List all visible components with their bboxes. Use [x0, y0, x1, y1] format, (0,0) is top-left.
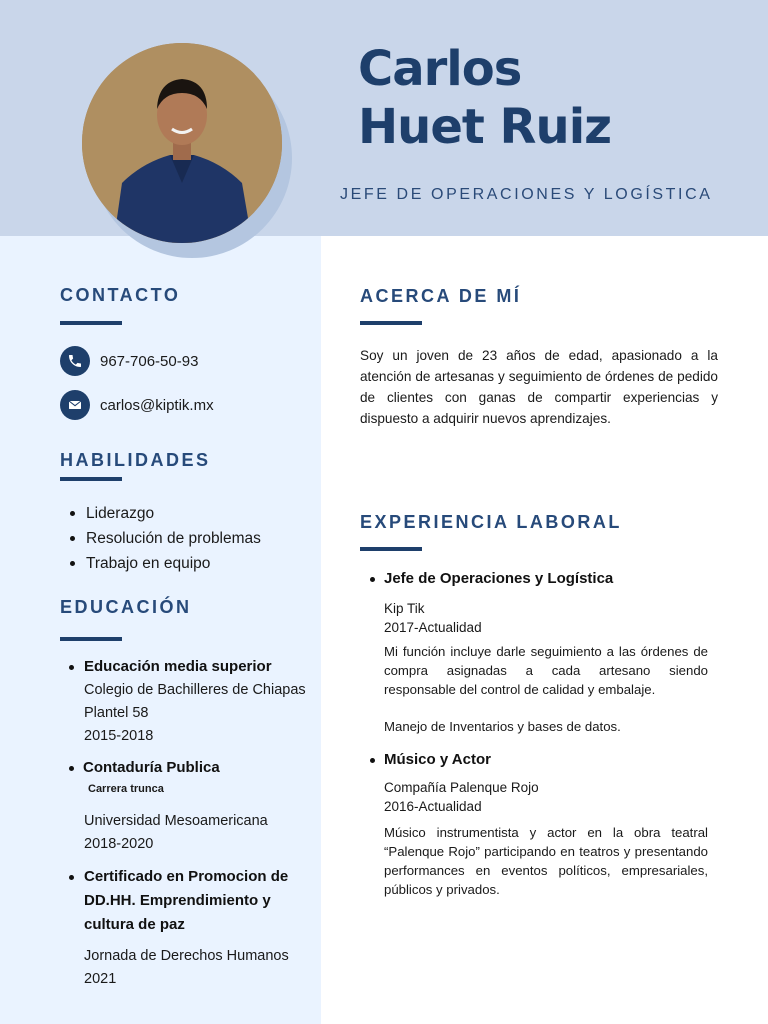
about-title-rule: [360, 321, 422, 325]
about-section-title: ACERCA DE MÍ: [360, 286, 522, 306]
experience-section-title: EXPERIENCIA LABORAL: [360, 512, 622, 532]
experience-description: Músico instrumentista y actor en la obra teatral “Palenque Rojo” participando en teatros y presentando performances en eventos políticos, empresariales, públicos y privados.: [384, 825, 708, 897]
experience-position: Músico y Actor: [360, 751, 708, 768]
candidate-name: [358, 40, 611, 156]
education-line: 2018-2020: [84, 836, 154, 852]
experience-item: [360, 751, 708, 899]
skills-title-rule: [60, 477, 122, 481]
education-line: Universidad Mesoamericana: [84, 813, 268, 829]
contact-phone: [60, 346, 198, 376]
education-line: 2015-2018: [84, 728, 154, 744]
list-item: Resolución de problemas: [60, 526, 261, 551]
profile-photo: [82, 43, 282, 243]
job-title: JEFE DE OPERACIONES Y LOGÍSTICA: [340, 186, 713, 203]
education-title-rule: [60, 637, 122, 641]
education-degree: Contaduría Publica: [60, 756, 310, 780]
education-degree: Certificado en Promocion de DD.HH. Emprendimiento y cultura de paz: [60, 865, 310, 937]
email-address: carlos@kiptik.mx: [100, 396, 214, 414]
last-name: Huet Ruiz: [358, 99, 612, 155]
mail-icon: [60, 390, 90, 420]
list-item: Trabajo en equipo: [60, 551, 261, 576]
contact-section-title: CONTACTO: [60, 285, 181, 305]
education-degree: Educación media superior: [60, 655, 310, 679]
experience-period: 2017-Actualidad: [384, 620, 482, 635]
first-name: Carlos: [358, 41, 522, 97]
education-line: Jornada de Derechos Humanos: [84, 948, 289, 964]
experience-extra: Manejo de Inventarios y bases de datos.: [384, 719, 621, 734]
about-text: Soy un joven de 23 años de edad, apasionado a la atención de artesanas y seguimiento de órdenes de pedido de clientes con ganas de compartir experiencias y dispuesto a adquirir nuevos aprendizajes.: [360, 348, 718, 426]
education-section-title: EDUCACIÓN: [60, 597, 192, 617]
experience-company: Kip Tik: [384, 601, 425, 616]
experience-title-rule: [360, 547, 422, 551]
experience-company: Compañía Palenque Rojo: [384, 780, 539, 795]
list-item: Liderazgo: [60, 501, 261, 526]
experience-position: Jefe de Operaciones y Logística: [360, 570, 708, 587]
experience-description: Mi función incluye darle seguimiento a las órdenes de compra asignadas a cada artesano siendo responsable del control de calidad y embalaje.: [384, 644, 708, 697]
skills-section-title: HABILIDADES: [60, 450, 211, 470]
profile-photo-illustration: [82, 43, 282, 243]
skills-list: [60, 501, 261, 576]
contact-email: [60, 390, 214, 420]
experience-item: [360, 570, 708, 736]
contact-title-rule: [60, 321, 122, 325]
phone-number: 967-706-50-93: [100, 352, 199, 370]
experience-period: 2016-Actualidad: [384, 799, 482, 814]
education-note: Carrera trunca: [88, 783, 164, 795]
education-item: [60, 655, 310, 748]
education-line: 2021: [84, 971, 117, 987]
phone-icon: [60, 346, 90, 376]
education-item: [60, 756, 310, 856]
education-line: Colegio de Bachilleres de Chiapas: [84, 682, 306, 698]
education-line: Plantel 58: [84, 705, 149, 721]
education-item: [60, 865, 310, 991]
